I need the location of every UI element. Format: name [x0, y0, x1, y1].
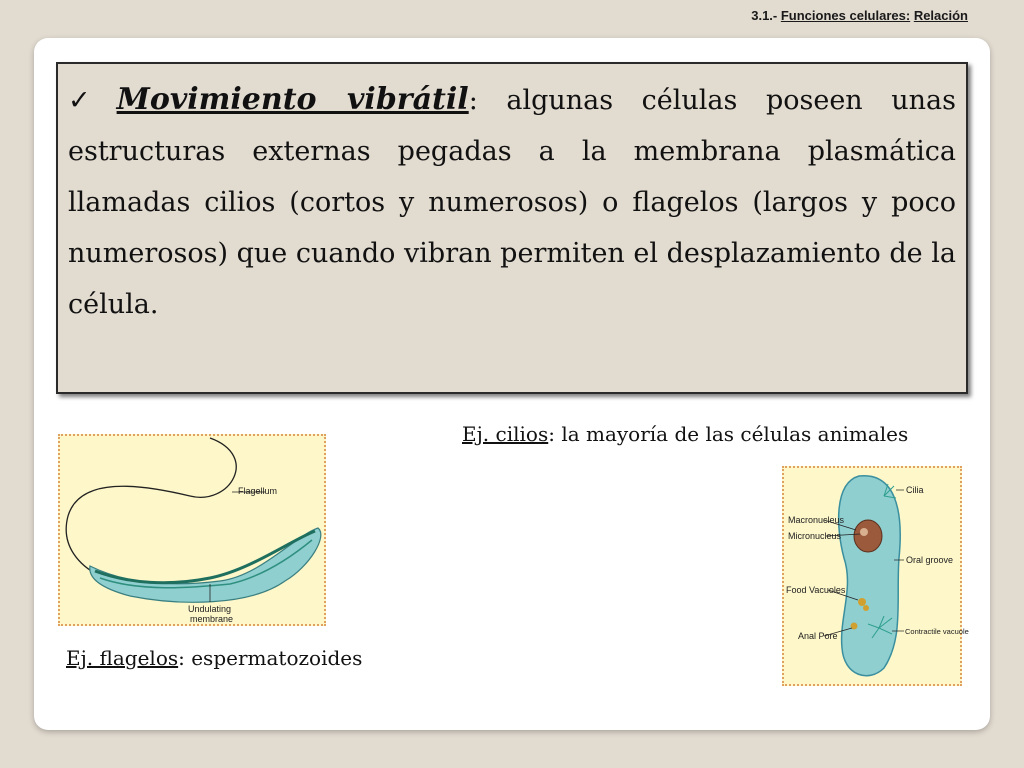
- label-micronucleus: Micronucleus: [788, 531, 842, 541]
- header-section: Funciones celulares:: [780, 8, 911, 23]
- header-prefix: 3.1.-: [751, 8, 781, 23]
- caption-flagelos-text: : espermatozoides: [178, 646, 363, 670]
- label-cilia: Cilia: [906, 485, 924, 495]
- flagellum-label: Flagellum: [238, 486, 278, 496]
- slide-header: [751, 8, 968, 23]
- caption-cilios-text: : la mayoría de las células animales: [548, 422, 909, 446]
- label-contractile-vacuole: Contractile vacuole: [905, 627, 969, 636]
- caption-cilios-label: Ej. cilios: [462, 422, 549, 446]
- label-macronucleus: Macronucleus: [788, 515, 845, 525]
- main-body: algunas células poseen unas estructuras externas pegadas a la membrana plasmática llamadas cilios (cortos y numerosos) o flagelos (largos y poco numerosos) que cuando vibran permiten el desplazamiento de la célula.: [68, 85, 956, 320]
- membrane-label-1: Undulating: [188, 604, 232, 614]
- membrane-label-2: membrane: [190, 614, 234, 624]
- paramecium-figure: [782, 466, 969, 686]
- header-topic: Relación: [913, 8, 968, 23]
- flagellum-illustration: [60, 436, 324, 624]
- label-food-vacuoles: Food Vacuoles: [786, 585, 846, 595]
- checkmark-icon: ✓: [68, 85, 111, 116]
- caption-flagelos: [66, 646, 362, 670]
- label-anal-pore: Anal Pore: [798, 631, 838, 641]
- main-text-box: [56, 62, 968, 394]
- flagellum-figure: [58, 434, 326, 626]
- paramecium-illustration: [784, 468, 969, 684]
- label-oral-groove: Oral groove: [906, 555, 954, 565]
- caption-flagelos-label: Ej. flagelos: [66, 646, 179, 670]
- title-colon: :: [468, 85, 478, 116]
- caption-cilios: [462, 422, 908, 446]
- main-title: Movimiento vibrátil: [116, 82, 469, 117]
